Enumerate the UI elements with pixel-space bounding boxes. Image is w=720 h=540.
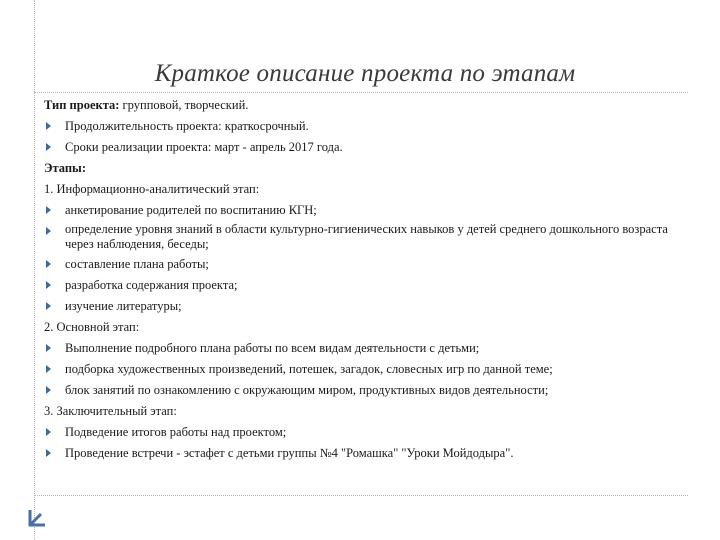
list-item-text: блок занятий по ознакомлению с окружающим миром, продуктивных видов деятельности; (65, 383, 549, 397)
project-type-value: групповой, творческий. (119, 98, 249, 112)
triangle-bullet-icon (46, 344, 51, 352)
list-item (44, 138, 684, 156)
triangle-bullet-icon (46, 449, 51, 457)
project-type-label: Тип проекта: (44, 98, 120, 112)
slide-content (44, 96, 684, 465)
list-item-text: Выполнение подробного плана работы по всем видам деятельности с детьми; (65, 341, 480, 355)
list-item-text: Сроки реализации проекта: март - апрель 2017 года. (65, 140, 343, 154)
triangle-bullet-icon (46, 428, 51, 436)
list-item (44, 339, 684, 357)
list-item-text: составление плана работы; (65, 257, 209, 271)
list-item (44, 423, 684, 441)
list-item-text: разработка содержания проекта; (65, 278, 238, 292)
list-item (44, 297, 684, 315)
list-item-text: определение уровня знаний в области культурно-гигиенических навыков у детей среднего дошкольного возраста через наблюдения, беседы; (65, 222, 668, 251)
triangle-bullet-icon (46, 281, 51, 289)
bottom-guide-line (34, 495, 688, 496)
list-item (44, 255, 684, 273)
title-divider (34, 92, 688, 93)
project-type-line (44, 96, 684, 114)
list-item-text: изучение литературы; (65, 299, 182, 313)
slide-title: Краткое описание проекта по этапам (154, 60, 576, 87)
triangle-bullet-icon (46, 302, 51, 310)
list-item-text: подборка художественных произведений, потешек, загадок, словесных игр по данной теме; (65, 362, 553, 376)
list-item-text: анкетирование родителей по воспитанию КГН; (65, 203, 317, 217)
triangle-bullet-icon (46, 122, 51, 130)
list-item (44, 381, 684, 399)
list-item (44, 222, 684, 252)
triangle-bullet-icon (46, 260, 51, 268)
list-item-text: Продолжительность проекта: краткосрочный. (65, 119, 309, 133)
corner-arrow-icon (25, 508, 47, 530)
list-item (44, 276, 684, 294)
triangle-bullet-icon (46, 227, 51, 235)
list-item-text: Подведение итогов работы над проектом; (65, 425, 287, 439)
list-item (44, 360, 684, 378)
triangle-bullet-icon (46, 365, 51, 373)
list-item (44, 117, 684, 135)
stage1-heading: 1. Информационно-аналитический этап: (44, 182, 260, 196)
stages-heading: Этапы: (44, 161, 86, 175)
list-item (44, 201, 684, 219)
triangle-bullet-icon (46, 143, 51, 151)
triangle-bullet-icon (46, 206, 51, 214)
triangle-bullet-icon (46, 386, 51, 394)
list-item-text: Проведение встречи - эстафет с детьми группы №4 "Ромашка" "Уроки Мойдодыра". (65, 446, 514, 460)
stage2-heading: 2. Основной этап: (44, 320, 140, 334)
list-item (44, 444, 684, 462)
stage3-heading: 3. Заключительный этап: (44, 404, 177, 418)
